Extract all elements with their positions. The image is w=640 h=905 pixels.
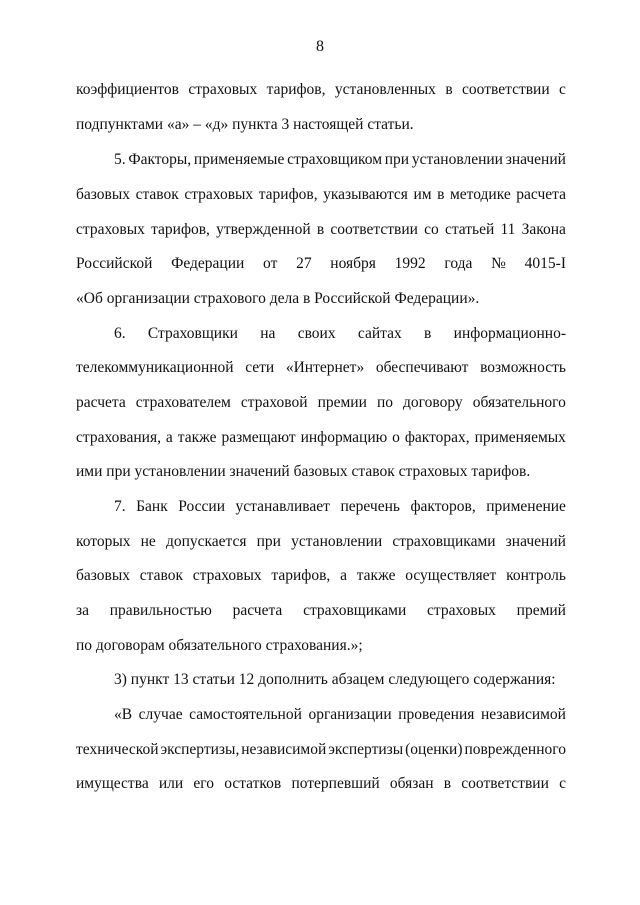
word: года <box>444 255 473 272</box>
word: также <box>356 567 396 584</box>
word: экспертизы <box>328 741 404 758</box>
word: самостоятельной <box>189 706 302 723</box>
word: по <box>376 394 393 411</box>
word: тарифов, <box>266 81 326 98</box>
word: которых <box>76 533 131 550</box>
word: остатков <box>224 775 282 792</box>
word: технической <box>76 741 159 758</box>
word: страховщиком <box>287 151 383 168</box>
word: информационно- <box>453 325 566 342</box>
word: имущества <box>76 775 149 792</box>
word: применяемые <box>193 151 285 168</box>
word: экспертизы, <box>160 741 240 758</box>
word: премии <box>317 394 367 411</box>
word: о <box>392 429 400 446</box>
word: в <box>437 186 445 203</box>
word: независимой <box>480 706 566 723</box>
word: ноября <box>330 255 376 272</box>
word: страховщиками <box>392 533 496 550</box>
word: ставок <box>139 567 184 584</box>
word: страховых <box>76 221 145 238</box>
word: 27 <box>296 255 312 272</box>
text-line <box>114 497 566 517</box>
word: допускается <box>165 533 247 550</box>
word: при <box>256 533 281 550</box>
word: устанавливает <box>235 498 330 515</box>
text-line <box>76 740 566 760</box>
word: случае <box>138 706 183 723</box>
word: обязан <box>389 775 434 792</box>
word: на <box>260 325 276 342</box>
word: факторах, <box>404 429 470 446</box>
text-line <box>76 774 566 794</box>
word: страховых <box>427 602 496 619</box>
word: не <box>140 533 156 550</box>
word: размещают <box>221 429 296 446</box>
word: страховых <box>184 186 254 203</box>
text-line <box>114 150 566 170</box>
word: в <box>443 775 452 792</box>
text-line <box>76 220 566 240</box>
word: указываются <box>323 186 408 203</box>
word: факторов, <box>410 498 476 515</box>
word: Российской <box>76 255 153 272</box>
word: информацию <box>300 429 388 446</box>
text-line <box>76 428 566 448</box>
word: потерпевший <box>291 775 380 792</box>
text-line <box>76 358 566 378</box>
word: а <box>340 567 347 584</box>
word: расчета <box>232 602 283 619</box>
text-line: 3) пункт 13 статьи 12 дополнить абзацем следующего содержания: <box>114 671 556 688</box>
word: сети <box>245 359 275 376</box>
word: страхования, <box>76 429 161 446</box>
word: с <box>559 81 566 98</box>
word: 11 <box>500 221 516 238</box>
word: обеспечивают <box>375 359 469 376</box>
word: 7. <box>114 498 126 515</box>
word: сайтах <box>357 325 402 342</box>
word: «В <box>114 706 133 723</box>
word: России <box>178 498 225 515</box>
word: значений <box>505 533 566 550</box>
word: обязательного <box>472 394 566 411</box>
word: Факторы, <box>128 151 192 168</box>
word: премий <box>516 602 566 619</box>
word: соответствии <box>462 81 550 98</box>
word: в <box>445 81 453 98</box>
word: Страховщики <box>147 325 238 342</box>
page-number: 8 <box>316 38 324 55</box>
word: страхователем <box>135 394 231 411</box>
word: правильностью <box>109 602 212 619</box>
word: организации <box>308 706 392 723</box>
word: методике <box>449 186 511 203</box>
text-line: «Об организации страхового дела в Российской Федерации». <box>76 290 480 307</box>
text-line <box>76 601 566 621</box>
word: с <box>559 775 566 792</box>
word: возможность <box>480 359 566 376</box>
word: также <box>177 429 217 446</box>
word: Банк <box>136 498 168 515</box>
word: расчета <box>76 394 126 411</box>
word: № <box>491 255 506 272</box>
word: проведения <box>398 706 475 723</box>
word: перечень <box>340 498 400 515</box>
word: ставок <box>135 186 179 203</box>
word: установлении <box>291 533 383 550</box>
word: Закона <box>521 221 566 238</box>
word: контроль <box>506 567 566 584</box>
word: в <box>424 325 432 342</box>
text-line <box>76 80 566 100</box>
word: установлении <box>411 151 503 168</box>
text-line <box>76 185 566 205</box>
word: тарифов, <box>151 221 210 238</box>
word: установленных <box>334 81 436 98</box>
word: или <box>158 775 184 792</box>
word: «Интернет» <box>285 359 365 376</box>
word: 5. <box>114 151 126 168</box>
word: применяемых <box>474 429 566 446</box>
word: его <box>193 775 215 792</box>
word: тарифов, <box>271 567 331 584</box>
word: осуществляет <box>405 567 497 584</box>
word: (оценки) <box>405 741 463 758</box>
word: в <box>316 221 325 238</box>
word: расчета <box>516 186 566 203</box>
text-line <box>76 254 566 274</box>
word: своих <box>297 325 336 342</box>
word: соответствии <box>330 221 418 238</box>
text-line: по договорам обязательного страхования.»; <box>76 637 363 654</box>
word: им <box>413 186 432 203</box>
word: значений <box>505 151 566 168</box>
text-line: ими при установлении значений базовых ставок страховых тарифов. <box>76 463 531 480</box>
word: поврежденного <box>464 741 566 758</box>
text-line <box>76 566 566 586</box>
text-line <box>76 393 566 413</box>
word: 6. <box>114 325 126 342</box>
word: статьей <box>444 221 495 238</box>
word: Федерации <box>171 255 245 272</box>
word: страховщиками <box>303 602 407 619</box>
word: 4015-I <box>524 255 566 272</box>
word: страховой <box>240 394 308 411</box>
word: независимой <box>241 741 327 758</box>
word: страховых <box>188 81 258 98</box>
word: утвержденной <box>216 221 311 238</box>
word: 1992 <box>394 255 426 272</box>
word: базовых <box>76 567 131 584</box>
text-line <box>76 532 566 552</box>
word: применение <box>486 498 566 515</box>
word: соответствии <box>461 775 549 792</box>
text-line <box>114 324 566 344</box>
word: телекоммуникационной <box>76 359 234 376</box>
word: от <box>263 255 278 272</box>
word: коэффициентов <box>76 81 179 98</box>
word: а <box>165 429 173 446</box>
text-line <box>114 705 566 725</box>
word: тарифов, <box>258 186 318 203</box>
text-line: подпунктами «а» – «д» пункта 3 настоящей статьи. <box>76 116 414 133</box>
word: при <box>384 151 410 168</box>
word: за <box>76 602 90 619</box>
word: договору <box>403 394 463 411</box>
word: страховых <box>192 567 262 584</box>
word: со <box>424 221 439 238</box>
word: базовых <box>76 186 131 203</box>
